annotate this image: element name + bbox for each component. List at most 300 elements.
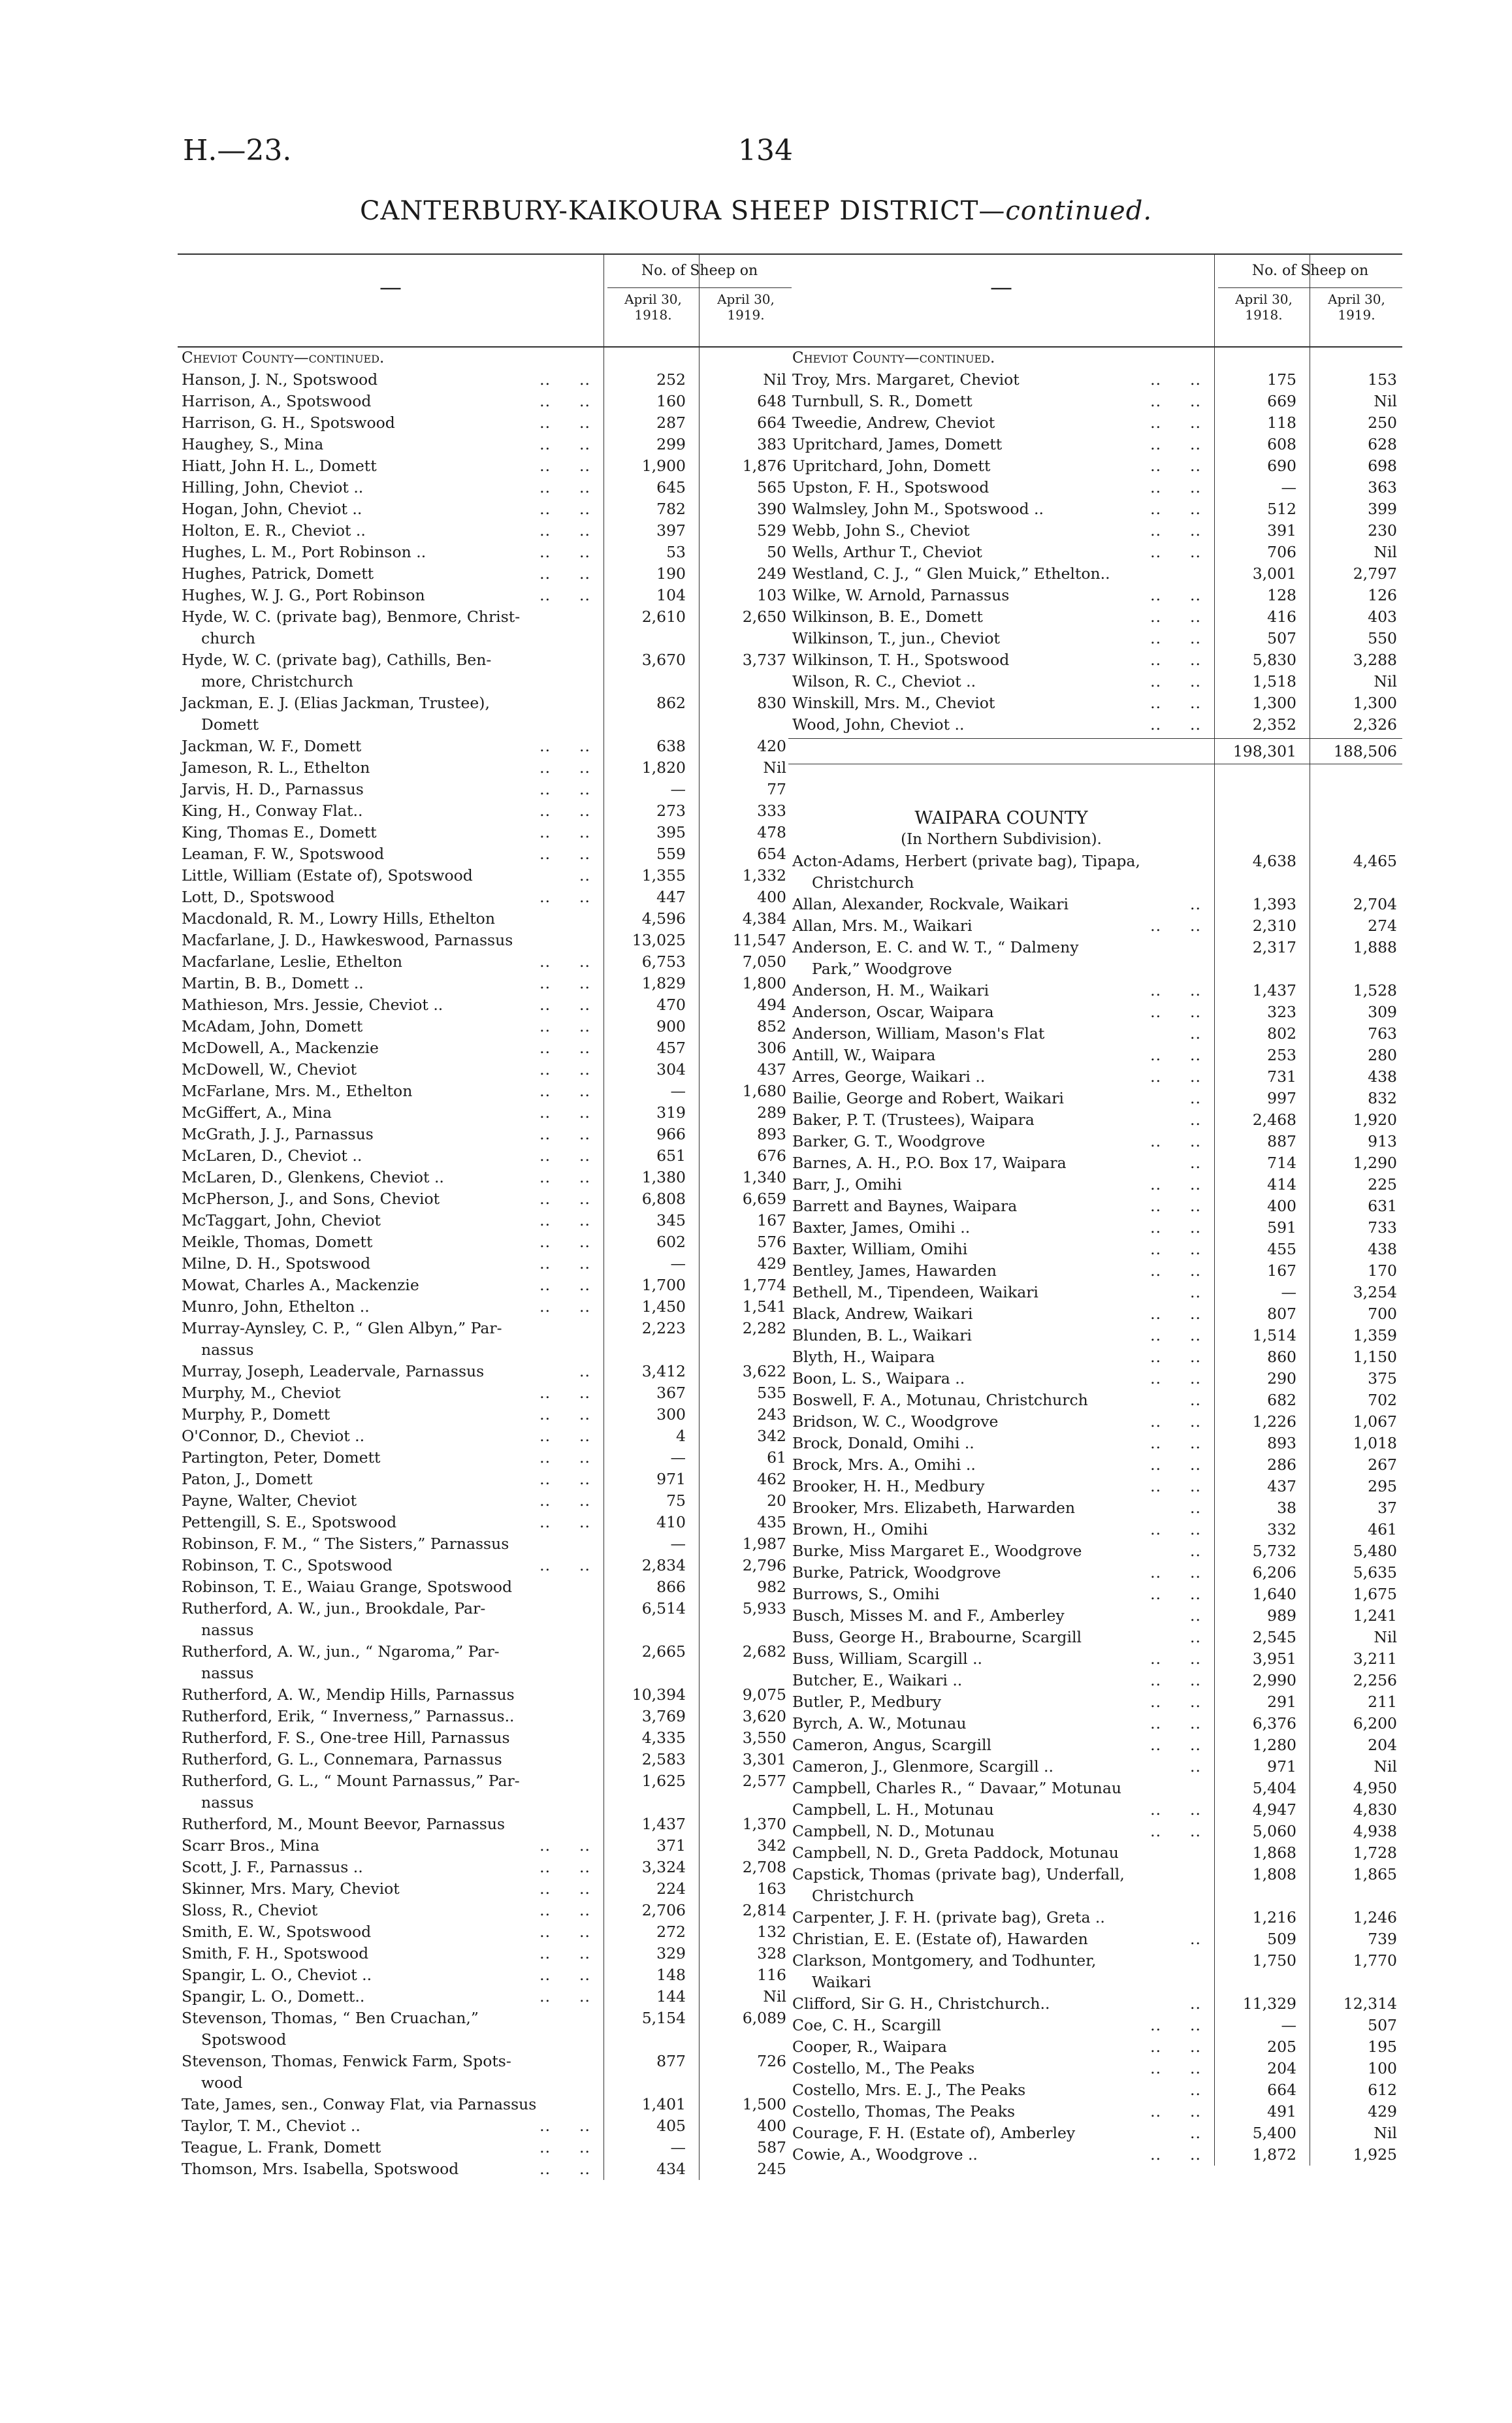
dot-leader: .. [1150, 981, 1162, 1000]
table-row [788, 1454, 1402, 1476]
sheep-1919: 437 [757, 1060, 786, 1079]
holder-name: nassus [201, 1621, 254, 1639]
table-row [178, 930, 792, 951]
sheep-1919: 211 [1368, 1693, 1397, 1711]
holder-name: Burke, Miss Margaret E., Woodgrove .. [792, 1542, 1201, 1560]
table-row [788, 671, 1402, 692]
holder-name: Costello, M., The Peaks .. .. [792, 2059, 1201, 2077]
sheep-1918 [1213, 958, 1304, 980]
table-row [788, 2144, 1402, 2166]
table-row [788, 980, 1402, 1001]
holder-name: Rutherford, G. L., “ Mount Parnassus,” Par- [182, 1772, 520, 1790]
sheep-1919: 648 [757, 392, 786, 410]
holder-name: Teague, L. Frank, Domett .. .. [182, 2138, 590, 2156]
table-header [788, 253, 1402, 348]
dot-leader: .. [579, 586, 590, 604]
table-row [178, 1835, 792, 1857]
sheep-1919: 507 [1368, 2016, 1397, 2034]
sheep-1918: 645 [656, 478, 686, 496]
dot-leader: .. [1150, 1477, 1162, 1495]
dot-leader: .. [579, 543, 590, 561]
holder-name: Lott, D., Spotswood .. .. [182, 888, 590, 906]
holder-name: Barr, J., Omihi .. .. [792, 1175, 1201, 1194]
dot-leader: .. [539, 1513, 551, 1531]
sheep-1918: 591 [1267, 1218, 1296, 1237]
sheep-1919: 204 [1368, 1736, 1397, 1754]
sheep-1919: 587 [757, 2138, 786, 2156]
table-row [788, 2122, 1402, 2144]
table-row [788, 1390, 1402, 1411]
holder-name: Clifford, Sir G. H., Christchurch.. .. [792, 1994, 1201, 2013]
sheep-1919: 3,622 [742, 1362, 786, 1380]
sheep-1919: 628 [1368, 435, 1397, 453]
holder-name: Tate, James, sen., Conway Flat, via Parnassus [182, 2095, 537, 2113]
header-dash: — [990, 274, 1012, 301]
dot-leader: .. [1150, 1693, 1162, 1711]
table-row [178, 1382, 792, 1404]
table-rows [788, 369, 1402, 736]
sheep-1919: 7,050 [742, 952, 786, 971]
sheep-1919: 1,241 [1353, 1606, 1397, 1625]
dot-leader: .. [1190, 1132, 1201, 1150]
table-row [788, 958, 1402, 980]
sheep-1919: 4,938 [1353, 1822, 1397, 1840]
table-row [178, 2072, 792, 2094]
sheep-1919: 375 [1368, 1369, 1397, 1388]
sheep-1919: 893 [757, 1125, 786, 1143]
holder-name: Campbell, L. H., Motunau .. .. [792, 1800, 1201, 1819]
table-row [178, 1318, 792, 1339]
sheep-1918: 414 [1267, 1175, 1296, 1194]
holder-name: Boon, L. S., Waipara .. .. .. [792, 1369, 1201, 1388]
sheep-1918: 997 [1267, 1089, 1296, 1107]
sheep-1919: 698 [1368, 457, 1397, 475]
sheep-1918: — [1281, 478, 1296, 496]
table-row [178, 1253, 792, 1275]
holder-name: Troy, Mrs. Margaret, Cheviot .. .. [792, 370, 1201, 389]
sheep-1919: 2,682 [742, 1642, 786, 1661]
sheep-1918 [602, 1663, 694, 1684]
dot-leader: .. [1150, 1261, 1162, 1280]
holder-name: Christian, E. E. (Estate of), Hawarden .. [792, 1930, 1201, 1948]
dot-leader: .. [539, 1017, 551, 1035]
dot-leader: .. [539, 1125, 551, 1143]
dot-leader: .. [539, 414, 551, 432]
holder-name: Hyde, W. C. (private bag), Cathills, Ben- [182, 651, 492, 669]
table-row [788, 692, 1402, 714]
dot-leader: .. [539, 1276, 551, 1294]
table-row [178, 692, 792, 714]
dot-leader: .. [579, 500, 590, 518]
sheep-1918: 167 [1267, 1261, 1296, 1280]
sheep-1919: 3,211 [1353, 1650, 1397, 1668]
sheep-1919: 2,577 [742, 1772, 786, 1790]
header-group: No. of Sheep on [607, 255, 792, 288]
total-row [788, 738, 1402, 764]
dot-leader: .. [579, 1233, 590, 1251]
sheep-1919: 438 [1368, 1067, 1397, 1086]
sheep-1919: 1,300 [1353, 694, 1397, 712]
holder-name: Munro, John, Ethelton .. .. .. [182, 1297, 590, 1316]
table-row [788, 585, 1402, 606]
sheep-1919: 399 [1368, 500, 1397, 518]
holder-name: more, Christchurch [201, 672, 353, 691]
table-row [788, 1088, 1402, 1109]
sheep-1918 [602, 2029, 694, 2051]
dot-leader: .. [1190, 2081, 1201, 2099]
holder-name: McGrath, J. J., Parnassus .. .. [182, 1125, 590, 1143]
sheep-1918: 190 [656, 564, 686, 583]
sheep-1919: 462 [757, 1470, 786, 1488]
holder-name: nassus [201, 1793, 254, 1812]
sheep-1918: 664 [1267, 2081, 1296, 2099]
table-row [178, 1813, 792, 1835]
sheep-1919: 494 [757, 996, 786, 1014]
dot-leader: .. [539, 1556, 551, 1574]
holder-name: Murphy, P., Domett .. .. [182, 1405, 590, 1423]
table-row [178, 1555, 792, 1576]
holder-name: Domett [201, 715, 259, 734]
sheep-1919: 289 [757, 1103, 786, 1122]
table-row [178, 1921, 792, 1943]
holder-name: Baker, P. T. (Trustees), Waipara .. [792, 1111, 1201, 1129]
sheep-1918: 807 [1267, 1305, 1296, 1323]
sheep-1918: 6,376 [1252, 1714, 1296, 1732]
sheep-1918: 371 [656, 1836, 686, 1855]
sheep-1919: 306 [757, 1039, 786, 1057]
sheep-1919: 726 [757, 2052, 786, 2070]
table-row [788, 1885, 1402, 1907]
dot-leader: .. [579, 1901, 590, 1919]
dot-leader: .. [579, 952, 590, 971]
sheep-1919: 5,635 [1353, 1563, 1397, 1582]
holder-name: Blyth, H., Waipara .. .. [792, 1348, 1201, 1366]
sheep-1918: 887 [1267, 1132, 1296, 1150]
dot-leader: .. [1190, 500, 1201, 518]
table-row [788, 1282, 1402, 1303]
table-row [788, 1907, 1402, 1928]
dot-leader: .. [539, 823, 551, 841]
dot-leader: .. [1190, 1650, 1201, 1668]
holder-name: Cooper, R., Waipara .. .. [792, 2038, 1201, 2056]
table-row [178, 1447, 792, 1469]
holder-name: McDowell, W., Cheviot .. .. [182, 1060, 590, 1079]
sheep-1918: 304 [656, 1060, 686, 1079]
sheep-1919: 576 [757, 1233, 786, 1251]
dot-leader: .. [579, 1966, 590, 1984]
holder-name: Anderson, E. C. and W. T., “ Dalmeny [792, 938, 1079, 956]
dot-leader: .. [1190, 586, 1201, 604]
sheep-1919: 2,326 [1353, 715, 1397, 734]
holder-name: Holton, E. R., Cheviot .. .. .. [182, 521, 590, 540]
sheep-1919: 654 [757, 845, 786, 863]
sheep-1918: 300 [656, 1405, 686, 1423]
sheep-1919: Nil [1374, 672, 1397, 691]
right-table [788, 253, 1402, 2166]
holder-name: McLaren, D., Cheviot .. .. .. [182, 1146, 590, 1165]
table-rows [788, 851, 1402, 2166]
holder-name: Martin, B. B., Domett .. .. .. [182, 974, 590, 992]
table-row [178, 1102, 792, 1124]
sheep-1919: 1,770 [1353, 1951, 1397, 1970]
holder-name: McPherson, J., and Sons, Cheviot .. .. [182, 1190, 590, 1208]
dot-leader: .. [1190, 370, 1201, 389]
dot-leader: .. [579, 1103, 590, 1122]
holder-name: Christchurch [812, 873, 914, 892]
table-row [788, 1519, 1402, 1540]
table-row [178, 455, 792, 477]
table-row [788, 1648, 1402, 1670]
sheep-1918: 397 [656, 521, 686, 540]
sheep-1918: 253 [1267, 1046, 1296, 1064]
table-row [178, 1081, 792, 1102]
table-row [178, 542, 792, 563]
table-row [788, 1864, 1402, 1885]
dot-leader: .. [1190, 895, 1201, 913]
dot-leader: .. [1190, 1154, 1201, 1172]
sheep-1918: 731 [1267, 1067, 1296, 1086]
dot-leader: .. [1190, 1455, 1201, 1474]
dot-leader: .. [539, 1491, 551, 1510]
sheep-1918: 2,317 [1252, 938, 1296, 956]
sheep-1919: 1,541 [742, 1297, 786, 1316]
header-dash: — [379, 274, 402, 301]
sheep-1918 [602, 671, 694, 692]
holder-name: Taylor, T. M., Cheviot .. .. .. [182, 2117, 590, 2135]
holder-name: Boswell, F. A., Motunau, Christchurch .. [792, 1391, 1201, 1409]
holder-name: Christchurch [812, 1887, 914, 1905]
table-row [178, 1339, 792, 1361]
sheep-1918: 966 [656, 1125, 686, 1143]
sheep-1918: 1,393 [1252, 895, 1296, 913]
holder-name: Robinson, T. E., Waiau Grange, Spotswood [182, 1578, 513, 1596]
sheep-1918: 175 [1267, 370, 1296, 389]
dot-leader: .. [1190, 1175, 1201, 1194]
sheep-1918 [602, 2072, 694, 2094]
dot-leader: .. [1150, 500, 1162, 518]
table-row [178, 908, 792, 930]
sheep-1918 [602, 714, 694, 736]
sheep-1919: 700 [1368, 1305, 1397, 1323]
holder-name: Hughes, L. M., Port Robinson .. .. .. [182, 543, 590, 561]
table-row [178, 2094, 792, 2115]
holder-name: Barrett and Baynes, Waipara .. .. [792, 1197, 1201, 1215]
sheep-1919: 1,888 [1353, 938, 1397, 956]
sheep-1919: 309 [1368, 1003, 1397, 1021]
table-row [178, 1037, 792, 1059]
dot-leader: .. [1150, 1132, 1162, 1150]
sheep-1919: 280 [1368, 1046, 1397, 1064]
sheep-1918: 4,596 [641, 909, 686, 928]
sheep-1919: 529 [757, 521, 786, 540]
sheep-1918: 3,412 [641, 1362, 686, 1380]
table-row [788, 1411, 1402, 1433]
sheep-1919: 295 [1368, 1477, 1397, 1495]
table-row [178, 585, 792, 606]
holder-name: Cameron, J., Glenmore, Scargill .. .. [792, 1757, 1201, 1776]
holder-name: Rutherford, F. S., One-tree Hill, Parnassus [182, 1729, 510, 1747]
table-row [178, 1900, 792, 1921]
dot-leader: .. [579, 1427, 590, 1445]
dot-leader: .. [1150, 608, 1162, 626]
dot-leader: .. [579, 370, 590, 389]
dot-leader: .. [579, 780, 590, 798]
dot-leader: .. [1190, 672, 1201, 691]
dot-leader: .. [579, 974, 590, 992]
sheep-1918: 1,868 [1252, 1844, 1296, 1862]
sheep-1919: 438 [1368, 1240, 1397, 1258]
holder-name: Brooker, Mrs. Elizabeth, Harwarden .. [792, 1499, 1201, 1517]
table-row [788, 628, 1402, 649]
sheep-1918: 877 [656, 2052, 686, 2070]
sheep-1918 [602, 628, 694, 649]
holder-name: Webb, John S., Cheviot .. .. [792, 521, 1201, 540]
holder-name: Burrows, S., Omihi .. .. [792, 1585, 1201, 1603]
sheep-1918: 13,025 [632, 931, 686, 949]
sheep-1918: 1,514 [1252, 1326, 1296, 1344]
dot-leader: .. [1150, 521, 1162, 540]
sheep-1919: 2,256 [1353, 1671, 1397, 1689]
dot-leader: .. [1190, 1434, 1201, 1452]
table-row [788, 937, 1402, 958]
sheep-1919: 1,728 [1353, 1844, 1397, 1862]
sheep-1919: 2,796 [742, 1556, 786, 1574]
sheep-1919: Nil [763, 370, 786, 389]
sheep-1919: 390 [757, 500, 786, 518]
dot-leader: .. [579, 1944, 590, 1962]
sheep-1918 [602, 1792, 694, 1813]
sheep-1919: 982 [757, 1578, 786, 1596]
table-row [788, 915, 1402, 937]
table-row [178, 1598, 792, 1619]
sheep-1918: 900 [656, 1017, 686, 1035]
sheep-1918: 319 [656, 1103, 686, 1122]
table-row [788, 894, 1402, 915]
dot-leader: .. [579, 1879, 590, 1898]
holder-name: Clarkson, Montgomery, and Todhunter, [792, 1951, 1097, 1970]
dot-leader: .. [1150, 1563, 1162, 1582]
dot-leader: .. [1190, 435, 1201, 453]
holder-name: nassus [201, 1664, 254, 1682]
holder-name: Spotswood [201, 2030, 287, 2049]
table-row [178, 2008, 792, 2029]
dot-leader: .. [1190, 1585, 1201, 1603]
dot-leader: .. [1190, 2038, 1201, 2056]
sheep-1918: 2,990 [1252, 1671, 1296, 1689]
dot-leader: .. [579, 1276, 590, 1294]
dot-leader: .. [579, 1146, 590, 1165]
sheep-1918: 989 [1267, 1606, 1296, 1625]
sheep-1919: 1,987 [742, 1535, 786, 1553]
table-row [788, 455, 1402, 477]
sheep-1919: Nil [1374, 1757, 1397, 1776]
dot-leader: .. [1190, 715, 1201, 734]
dot-leader: .. [539, 1190, 551, 1208]
sheep-1918: 3,951 [1252, 1650, 1296, 1668]
dot-leader: .. [539, 1384, 551, 1402]
holder-name: Robinson, T. C., Spotswood .. .. [182, 1556, 590, 1574]
sheep-1918: 1,820 [641, 758, 686, 777]
table-row [788, 649, 1402, 671]
dot-leader: .. [1190, 543, 1201, 561]
table-row [788, 391, 1402, 412]
dot-leader: .. [1150, 1455, 1162, 1474]
dot-leader: .. [579, 435, 590, 453]
sheep-1918: 802 [1267, 1024, 1296, 1043]
dot-leader: .. [579, 1384, 590, 1402]
sheep-1919: 1,246 [1353, 1908, 1397, 1927]
dot-leader: .. [579, 1060, 590, 1079]
dot-leader: .. [539, 564, 551, 583]
sheep-1919: 245 [757, 2160, 786, 2178]
table-row [178, 1490, 792, 1512]
sheep-1919: 328 [757, 1944, 786, 1962]
header-col-1919: April 30, 1919. [1328, 291, 1385, 323]
dot-leader: .. [579, 888, 590, 906]
table-row [178, 391, 792, 412]
sheep-1918: — [670, 2138, 686, 2156]
holder-name: Mathieson, Mrs. Jessie, Cheviot .. .. .. [182, 996, 590, 1014]
holder-name: Brock, Mrs. A., Omihi .. .. .. [792, 1455, 1201, 1474]
table-row [788, 2101, 1402, 2122]
table-row [788, 1734, 1402, 1756]
dot-leader: .. [1190, 1693, 1201, 1711]
sheep-1919: 61 [767, 1448, 786, 1467]
dot-leader: .. [1150, 1326, 1162, 1344]
dot-leader: .. [579, 1987, 590, 2006]
sheep-1918: 1,226 [1252, 1412, 1296, 1431]
table-row [788, 1045, 1402, 1066]
table-row [178, 1124, 792, 1145]
table-row [178, 822, 792, 843]
table-row [788, 1756, 1402, 1778]
table-row [178, 1619, 792, 1641]
table-row [788, 1476, 1402, 1497]
table-row [788, 1627, 1402, 1648]
sheep-1918: 669 [1267, 392, 1296, 410]
holder-name: Burke, Patrick, Woodgrove .. .. [792, 1563, 1201, 1582]
table-row [178, 757, 792, 779]
sheep-1918: 437 [1267, 1477, 1296, 1495]
sheep-1919: 3,737 [742, 651, 786, 669]
table-row [788, 412, 1402, 434]
dot-leader: .. [539, 1966, 551, 1984]
holder-name: Campbell, Charles R., “ Davaar,” Motunau [792, 1779, 1121, 1797]
sheep-1918: 6,808 [641, 1190, 686, 1208]
table-row [788, 1497, 1402, 1519]
holder-name: Rutherford, A. W., jun., “ Ngaroma,” Par- [182, 1642, 500, 1661]
sheep-1918: 447 [656, 888, 686, 906]
table-row [178, 563, 792, 585]
table-row [178, 2137, 792, 2158]
dot-leader: .. [579, 1556, 590, 1574]
sheep-1919: 167 [757, 1211, 786, 1229]
sheep-1919: 50 [767, 543, 786, 561]
sheep-1919: 116 [757, 1966, 786, 1984]
sheep-1918: 224 [656, 1879, 686, 1898]
holder-name: Allan, Alexander, Rockvale, Waikari .. [792, 895, 1201, 913]
dot-leader: .. [539, 1448, 551, 1467]
holder-name: Park,” Woodgrove [812, 960, 952, 978]
holder-name: Butcher, E., Waikari .. .. .. [792, 1671, 1201, 1689]
table-row [788, 1303, 1402, 1325]
dot-leader: .. [1190, 1283, 1201, 1301]
table-row [178, 1663, 792, 1684]
dot-leader: .. [1150, 478, 1162, 496]
sheep-1918 [602, 1619, 694, 1641]
holder-name: Sloss, R., Cheviot .. .. [182, 1901, 590, 1919]
table-row [178, 714, 792, 736]
